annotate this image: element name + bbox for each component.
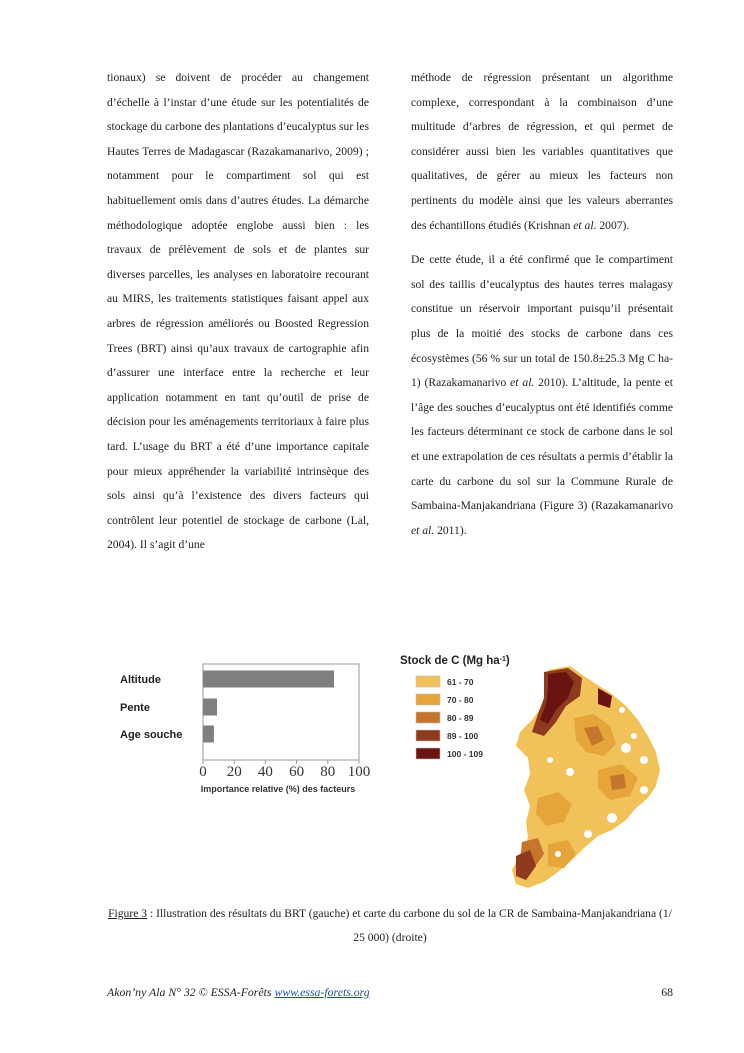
right-p1-end: 2007). — [596, 218, 630, 232]
figure-caption — [107, 902, 673, 950]
x-tick-label-40: 40 — [257, 764, 273, 780]
x-tick-label-100: 100 — [347, 764, 371, 780]
legend-label-3: 80 - 89 — [447, 713, 474, 723]
bar-pente — [203, 699, 217, 716]
right-p2-text-b: 2010). L’altitude, la pente et l’âge des souches d’eucalyptus ont été identifiés comme les facteurs déterminant ce stock de carbone dans le sol et une extrapolation de ces résultats a permis d’établir la carte du carbone du sol sur la Commune Rurale de Sambaina-Manjakandriana (Figure 3) (Razakamanarivo — [411, 376, 673, 513]
left-column — [107, 66, 369, 568]
right-p2-text-c: 2011). — [434, 523, 467, 537]
legend-swatch-3 — [416, 712, 440, 723]
figure-caption-text: : Illustration des résultats du BRT (gauche) et carte du carbone du sol de la CR de Sambaina-Manjakandriana (1/ 25 000) (droite) — [147, 907, 672, 944]
bar-age-souche — [203, 726, 214, 743]
right-paragraph-1 — [411, 66, 673, 238]
legend-swatch-1 — [416, 676, 440, 687]
right-p2-etal-1: et al. — [510, 376, 535, 390]
legend-label-1: 61 - 70 — [447, 677, 474, 687]
right-paragraph-2 — [411, 248, 673, 543]
legend-label-2: 70 - 80 — [447, 695, 474, 705]
legend-swatch-4 — [416, 730, 440, 741]
bar-altitude — [203, 671, 334, 688]
page-number: 68 — [661, 985, 673, 999]
right-p2-etal-2: et al. — [411, 523, 435, 537]
footer-website-link[interactable]: www.essa-forets.org — [274, 985, 370, 999]
category-label-altitude: Altitude — [120, 674, 161, 686]
x-tick-label-0: 0 — [199, 764, 207, 780]
footer-journal-text: Akon’ny Ala N° 32 © ESSA-Forêts — [107, 985, 275, 999]
map-legend — [416, 676, 483, 759]
figure-label: Figure 3 — [108, 907, 148, 920]
footer-journal — [107, 985, 370, 1000]
x-tick-label-20: 20 — [226, 764, 242, 780]
legend-swatch-2 — [416, 694, 440, 705]
legend-swatch-5 — [416, 748, 440, 759]
right-column — [411, 66, 673, 553]
right-p1-etal: et al. — [573, 218, 597, 232]
right-p1-text: méthode de régression présentant un algorithme complexe, correspondant à la combinaison d’une multitude d’arbres de régression, et qui permet de considérer aussi bien les variables quantitatives que qualitatives, de gérer au mieux les facteurs non pertinents du modèle ainsi que les valeurs aberrantes des échantillons étudiés (Krishnan — [411, 71, 673, 232]
map-title: Stock de C (Mg $ha^{-1}$) — [400, 655, 510, 667]
left-paragraph-1: tionaux) se doivent de procéder au changement d’échelle à l’instar d’une étude sur les potentialités de stockage du carbone des plantations d’eucalyptus sur les Hautes Terres de Madagascar (Razakamanarivo, 2009) ; notamment pour le compartiment sol qui est habituellement omis dans d’autres études. La démarche méthodologique adoptée englobe aussi bien : les travaux de prélèvement de sols et de plantes sur diverses parcelles, les analyses en laboratoire recourant au MIRS, les traitements statistiques faisant appel aux arbres de régression améliorés ou Boosted Regression Trees (BRT) ainsi qu’aux travaux de cartographie afin d’assurer une interface entre la recherche et leur application notamment en tant qu’outil de prise de décision pour les aménagements territoriaux à faire plus tard. L’usage du BRT a été d’une importance capitale pour mieux appréhender la variabilité intrinsèque des sols ainsi qu’à l’existence des divers facteurs qui contrôlent leur potentiel de stockage de carbone (Lal, 2004). Il s’agit d’une — [107, 71, 369, 552]
map-territory-shape — [512, 666, 660, 888]
category-label-pente: Pente — [120, 702, 150, 714]
right-p2-text-a: De cette étude, il a été confirmé que le compartiment sol des taillis d’eucalyptus des hautes terres malagasy constitue un réservoir important puisqu’il présentait plus de la moitié des stocks de carbone dans ces écosystèmes (56 % sur un total de 150.8±25.3 Mg C ha-1) (Razakamanarivo — [411, 253, 673, 390]
x-tick-label-80: 80 — [320, 764, 336, 780]
chart-x-axis-label: Importance relative (%) des facteurs — [200, 784, 356, 794]
x-tick-label-60: 60 — [289, 764, 305, 780]
category-label-age-souche: Age souche — [120, 729, 183, 741]
legend-label-4: 89 - 100 — [447, 731, 479, 741]
carbon-stock-map — [398, 648, 670, 896]
legend-label-5: 100 - 109 — [447, 749, 483, 759]
brt-importance-chart — [112, 658, 382, 800]
